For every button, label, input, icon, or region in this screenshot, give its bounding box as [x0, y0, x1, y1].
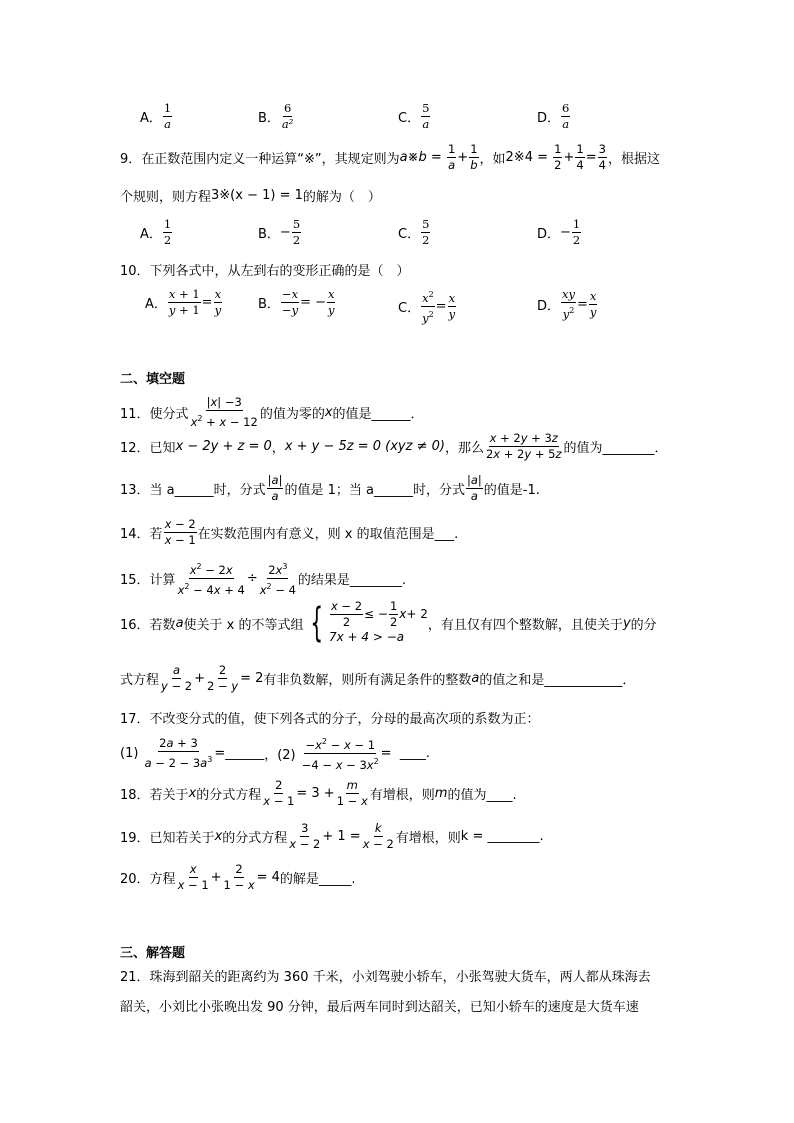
- q10-option-c: C． $\frac{x^2}{y^2}$ = $\frac{x}{y}$: [398, 290, 456, 325]
- q12: 12． 已知 x − 2y + z = 0 ， x + y − 5z = 0 (xyz ≠ 0) ，那么 $\frac{x + 2y + 3z}{2x + 2y + 5z}$ 的值为________．: [120, 431, 668, 461]
- q11: 11． 使分式 $\frac{|x| -3}{x^2 + x - 12}$ 的值为零的 x 的值是______．: [120, 395, 424, 429]
- q8-option-d: D． $\frac{6}{a}$: [537, 101, 570, 131]
- q16-line2: 式方程 $\frac{a}{y - 2}$ + $\frac{2}{2 - y}$ = 2 有非负数解，则所有满足条件的整数 a 的值之和是____________．: [120, 663, 636, 693]
- q15: 15． 计算 $\frac{x^2 - 2x}{x^2 - 4x + 4}$ ÷ $\frac{2x^3}{x^2 - 4}$ 的结果是________.: [120, 562, 407, 597]
- q20: 20． 方程 $\frac{x}{x - 1}$ + $\frac{2}{1 - x}$ = 4 的解是_____.: [120, 862, 356, 892]
- q10-option-b: B． $\frac{-x}{-y}$ = − $\frac{x}{y}$: [258, 287, 335, 317]
- q9-line1: 9． 在正数范围内定义一种运算“※”，其规定则为 a※b = $\frac{1}{a}$ + $\frac{1}{b}$ ，如 2※4 = $\frac{1}{2}$ + $\frac{1}{4}$ = $\frac{3}{4}$ ，根据这: [120, 142, 660, 172]
- q10-stem: 10． 下列各式中，从左到右的变形正确的是（ ）: [120, 264, 410, 279]
- q8-option-a: A． $\frac{1}{a}$: [140, 101, 172, 131]
- inequality-system: $\frac{x - 2}{2}$ ≤ − $\frac{1}{2}$ x + 2 7x + 4 > −a: [328, 599, 428, 644]
- system-brace-icon: {: [309, 600, 323, 646]
- q21-line2: 韶关，小刘比小张晚出发 90 分钟，最后两车同时到达韶关，已知小轿车的速度是大货车速: [120, 1000, 639, 1015]
- q9-option-d: D． − $\frac{1}{2}$: [537, 217, 581, 247]
- q14: 14． 若 $\frac{x - 2}{x - 1}$ 在实数范围内有意义，则 x 的取值范围是___.: [120, 517, 459, 547]
- section-fill-in-title: 二、填空题: [120, 372, 186, 387]
- q13: 13． 当 a______时，分式 $\frac{|a|}{a}$ 的值是 1；当 a______时，分式 $\frac{|a|}{a}$ 的值是-1.: [120, 473, 540, 503]
- q8-option-c: C． $\frac{5}{a}$: [398, 101, 430, 131]
- q9-line2: 个规则，则方程 3※(x − 1) = 1 的解为（ ）: [120, 188, 381, 205]
- q17-stem: 17． 不改变分式的值，使下列各式的分子，分母的最高次项的系数为正：: [120, 712, 540, 727]
- q18: 18． 若关于 x 的分式方程 $\frac{2}{x - 1}$ = 3 + $\frac{m}{1 - x}$ 有增根，则 m 的值为____.: [120, 778, 517, 808]
- q17-parts: (1) $\frac{2a + 3}{a - 2 - 3a^3}$ = ______ ，(2) $\frac{-x^2 - x - 1}{-4 - x - 3x^2}$ = ____.: [120, 735, 430, 772]
- q9-option-c: C． $\frac{5}{2}$: [398, 217, 430, 247]
- q10-option-d: D． $\frac{xy}{y^2}$ = $\frac{x}{y}$: [537, 287, 597, 321]
- q9-option-b: B． − $\frac{5}{2}$: [258, 217, 301, 247]
- q19: 19． 已知若关于 x 的分式方程 $\frac{3}{x - 2}$ + 1 = $\frac{k}{x - 2}$ 有增根，则 k = ________.: [120, 821, 544, 851]
- q9-option-a: A． $\frac{1}{2}$: [140, 217, 172, 247]
- q21-line1: 21．珠海到韶关的距离约为 360 千米，小刘驾驶小轿车，小张驾驶大货车，两人都从珠海去: [120, 970, 651, 985]
- q8-option-b: B． $\frac{6}{\text{a²}}$: [258, 101, 294, 131]
- q16-line1: 16． 若数 a 使关于 x 的不等式组 { $\frac{x - 2}{2}$ ≤ − $\frac{1}{2}$ x + 2 7x + 4 > −a ，有且仅有四个整数解，且使关于 y 的分: [120, 599, 657, 646]
- section-answer-title: 三、解答题: [120, 946, 186, 961]
- q10-option-a: A． $\frac{x + 1}{y + 1}$ = $\frac{x}{y}$: [145, 287, 222, 317]
